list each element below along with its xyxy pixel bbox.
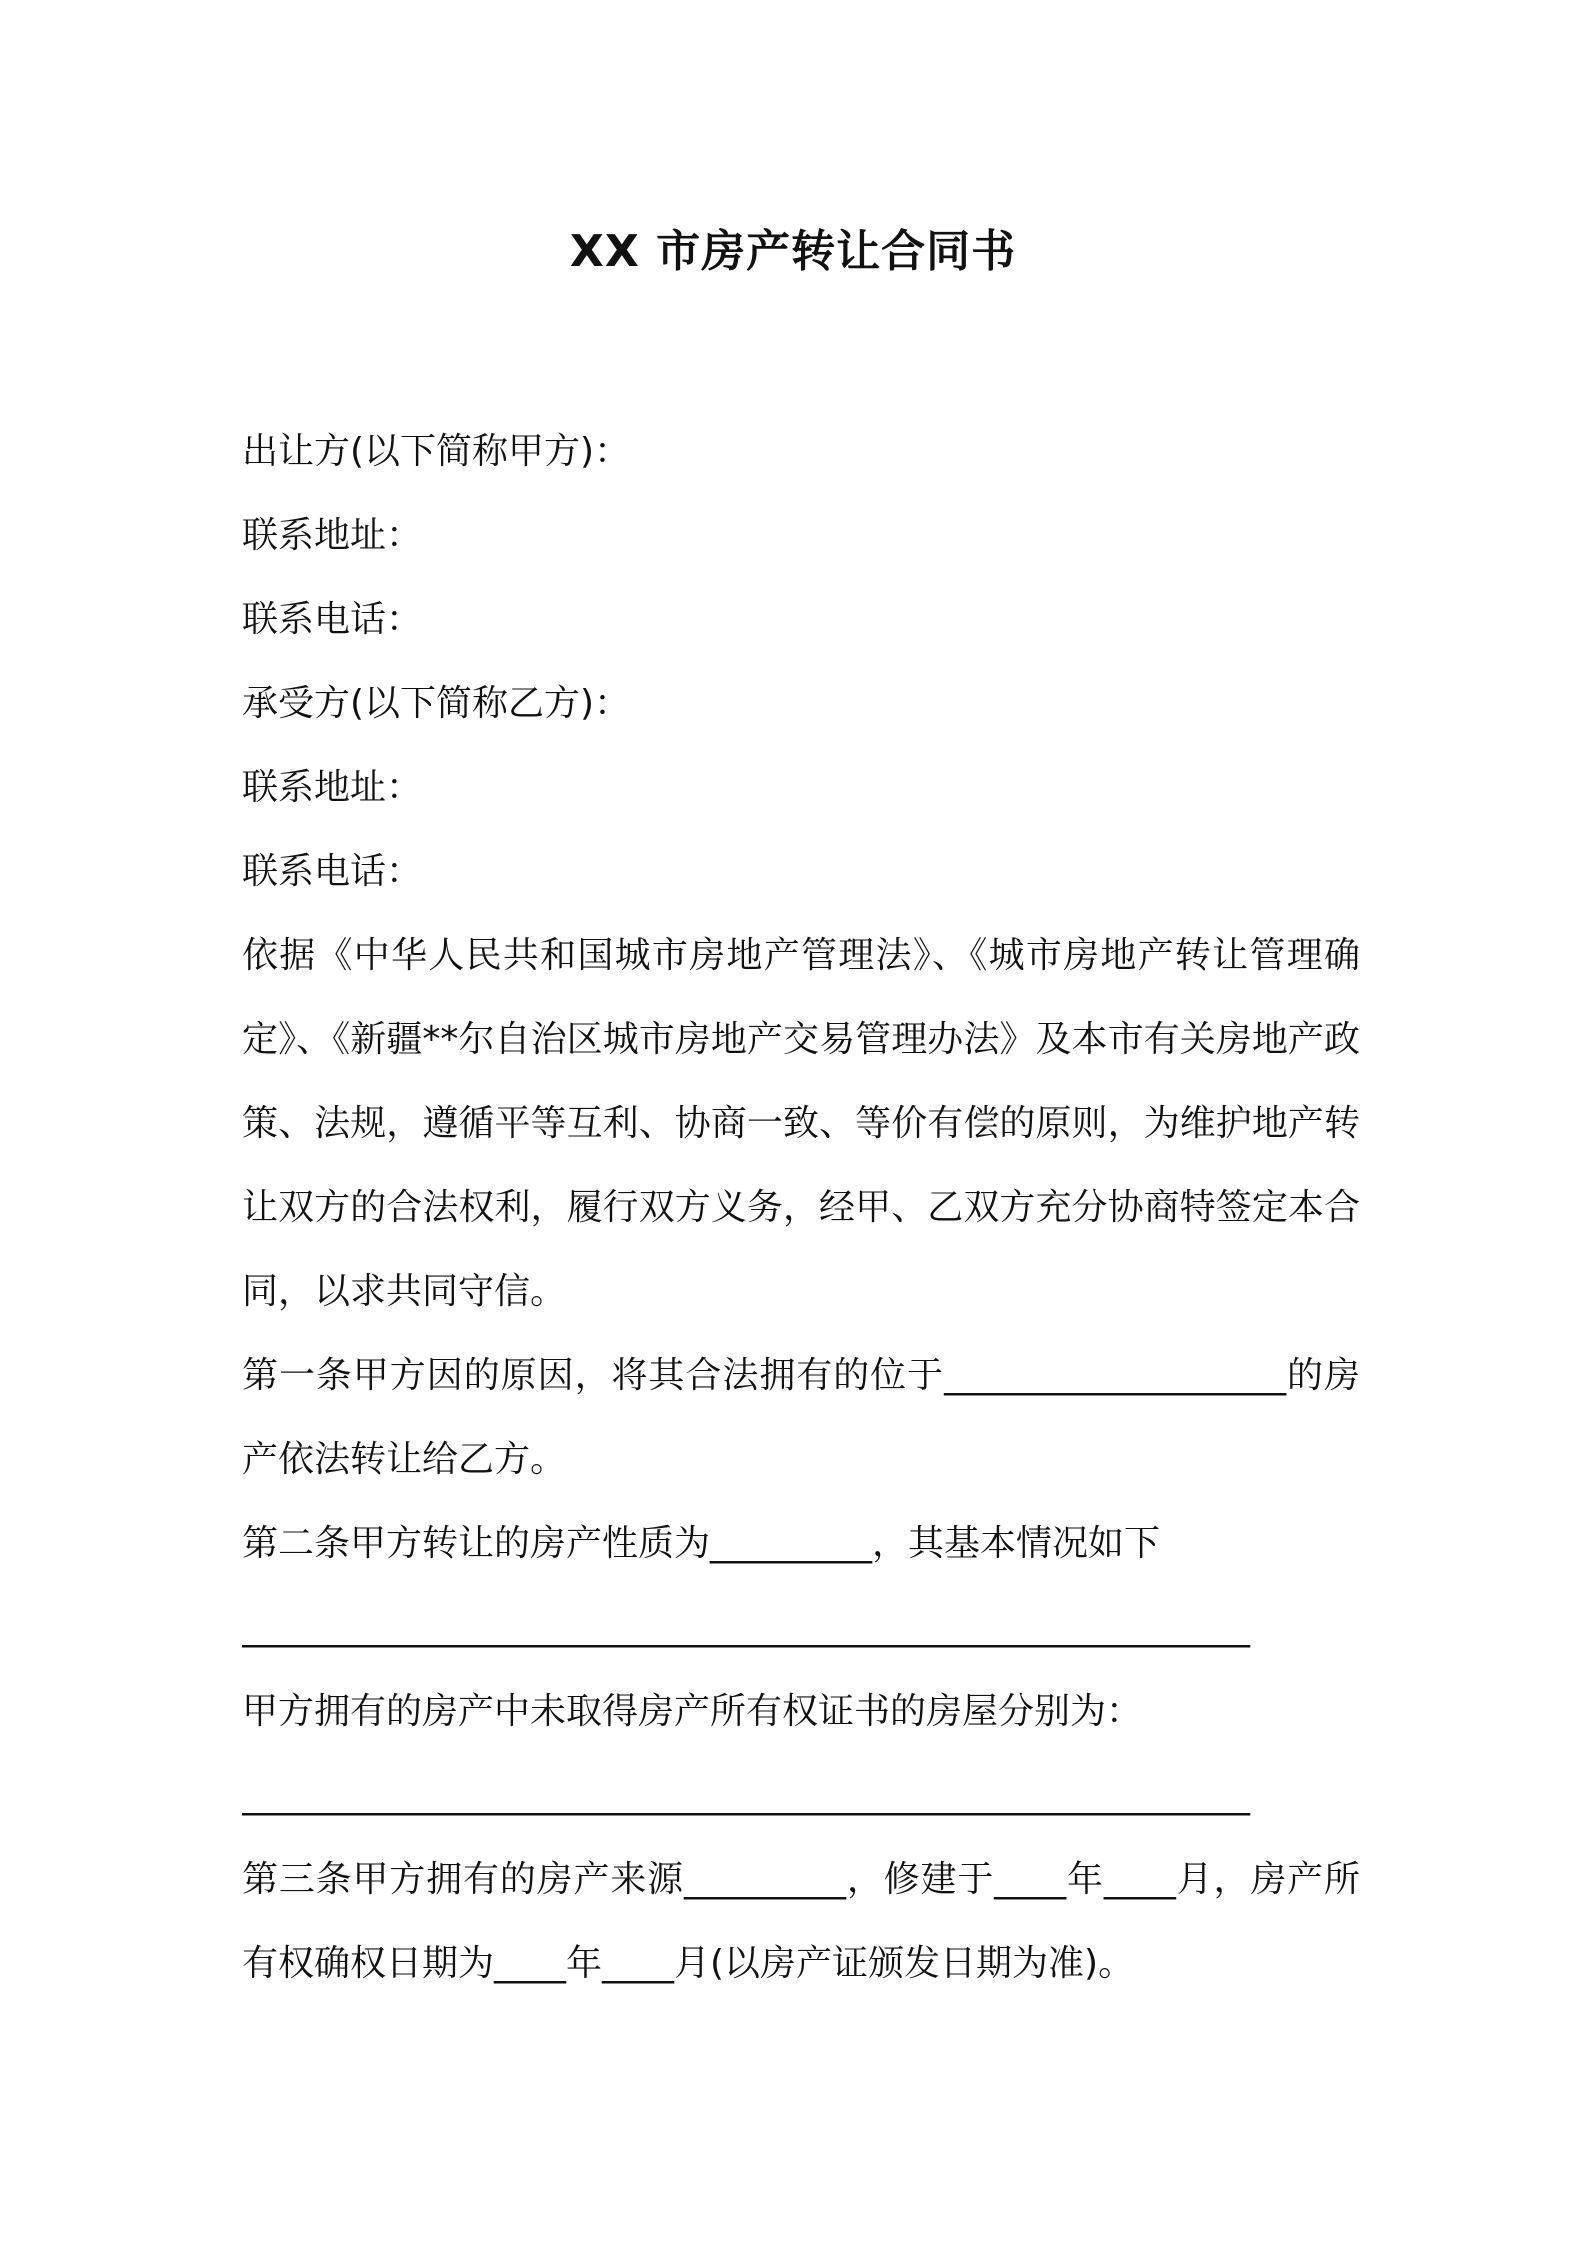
party-a-address: 联系地址：	[242, 515, 423, 556]
party-b-phone: 联系电话：	[242, 851, 423, 892]
article-2-line-2: 甲方拥有的房产中未取得房产所有权证书的房屋分别为：	[242, 1691, 1143, 1732]
article-3: 第三条甲方拥有的房产来源_________，修建于____年____月，房产所有权确权日期为____年____月(以房产证颁发日期为准)。	[242, 1859, 1360, 1984]
party-b-label: 承受方(以下简称乙方)：	[242, 683, 631, 724]
preamble-paragraph: 依据《中华人民共和国城市房地产管理法》、《城市房地产转让管理确定》、《新疆**尔自治区城市房地产交易管理办法》及本市有关房地产政策、法规，遵循平等互利、协商一致、等价有偿的原则，为维护地产转让双方的合法权利，履行双方义务，经甲、乙双方充分协商特签定本合同，以求共同守信。	[242, 935, 1360, 1312]
article-2-blank-1: ________________________________________________________	[242, 1607, 1250, 1648]
party-a-phone: 联系电话：	[242, 599, 423, 640]
article-2-line-1: 第二条甲方转让的房产性质为_________，其基本情况如下	[242, 1523, 1161, 1564]
contract-body	[242, 410, 1360, 2006]
article-2-blank-2: ________________________________________________________	[242, 1775, 1250, 1816]
article-1: 第一条甲方因的原因，将其合法拥有的位于___________________的房产依法转让给乙方。	[242, 1355, 1360, 1480]
page-title: XX 市房产转让合同书	[569, 226, 1017, 277]
party-a-label: 出让方(以下简称甲方)：	[242, 431, 631, 472]
party-b-address: 联系地址：	[242, 767, 423, 808]
